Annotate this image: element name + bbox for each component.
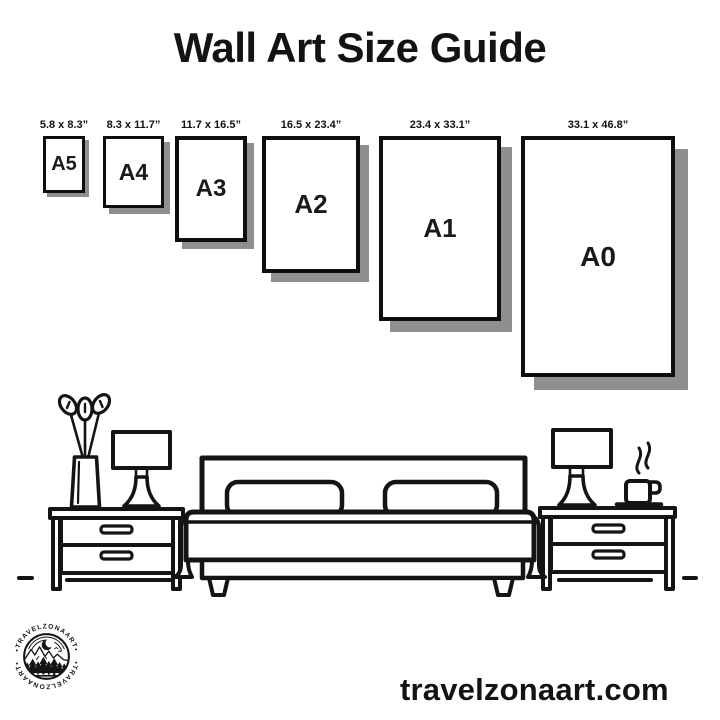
mattress xyxy=(186,512,534,560)
size-name: A5 xyxy=(51,153,77,175)
size-dimensions-label: 33.1 x 46.8” xyxy=(567,119,629,131)
size-name: A4 xyxy=(118,158,149,185)
table-lamp-icon xyxy=(553,430,611,505)
bed-base xyxy=(202,560,523,578)
size-dimensions-label: 23.4 x 33.1” xyxy=(409,119,471,131)
size-name: A1 xyxy=(423,213,457,243)
size-frame-a2 xyxy=(262,119,360,273)
nightstand-icon xyxy=(540,508,675,589)
size-frame-a3 xyxy=(175,119,247,242)
steam-icon xyxy=(637,448,641,473)
nightstand-icon xyxy=(50,509,183,589)
plant-vase-icon xyxy=(56,391,113,507)
size-frame-a1 xyxy=(379,119,501,321)
double-bed-icon xyxy=(175,458,545,595)
poster-frame xyxy=(43,136,85,193)
size-name: A2 xyxy=(294,189,328,219)
poster-frame xyxy=(262,136,360,273)
coffee-cup-icon xyxy=(617,443,661,505)
size-name: A0 xyxy=(580,240,616,272)
size-frame-a4 xyxy=(103,119,164,208)
size-frame-a5 xyxy=(39,119,89,193)
bedroom-illustration xyxy=(0,385,720,600)
website-url: travelzonaart.com xyxy=(400,672,669,707)
logo-arc-text-top: •TRAVELZONAART• xyxy=(13,623,80,653)
poster-frame xyxy=(379,136,501,321)
size-dimensions-label: 16.5 x 23.4” xyxy=(280,119,342,131)
bed-leg xyxy=(494,578,513,595)
size-dimensions-label: 5.8 x 8.3” xyxy=(39,119,89,131)
size-frame-a0 xyxy=(521,119,675,377)
poster-frame xyxy=(175,136,247,242)
page-title: Wall Art Size Guide xyxy=(173,24,547,71)
poster-frame xyxy=(103,136,164,208)
logo-arc-text-bottom: •TRAVELZONAART• xyxy=(13,660,80,690)
size-name: A3 xyxy=(195,175,227,202)
brand-logo-stamp xyxy=(11,621,82,692)
table-lamp-icon xyxy=(113,432,170,506)
size-dimensions-label: 11.7 x 16.5” xyxy=(181,119,241,131)
steam-icon xyxy=(646,443,650,468)
poster-frame xyxy=(521,136,675,377)
size-dimensions-label: 8.3 x 11.7” xyxy=(106,119,161,131)
bed-leg xyxy=(209,578,228,595)
